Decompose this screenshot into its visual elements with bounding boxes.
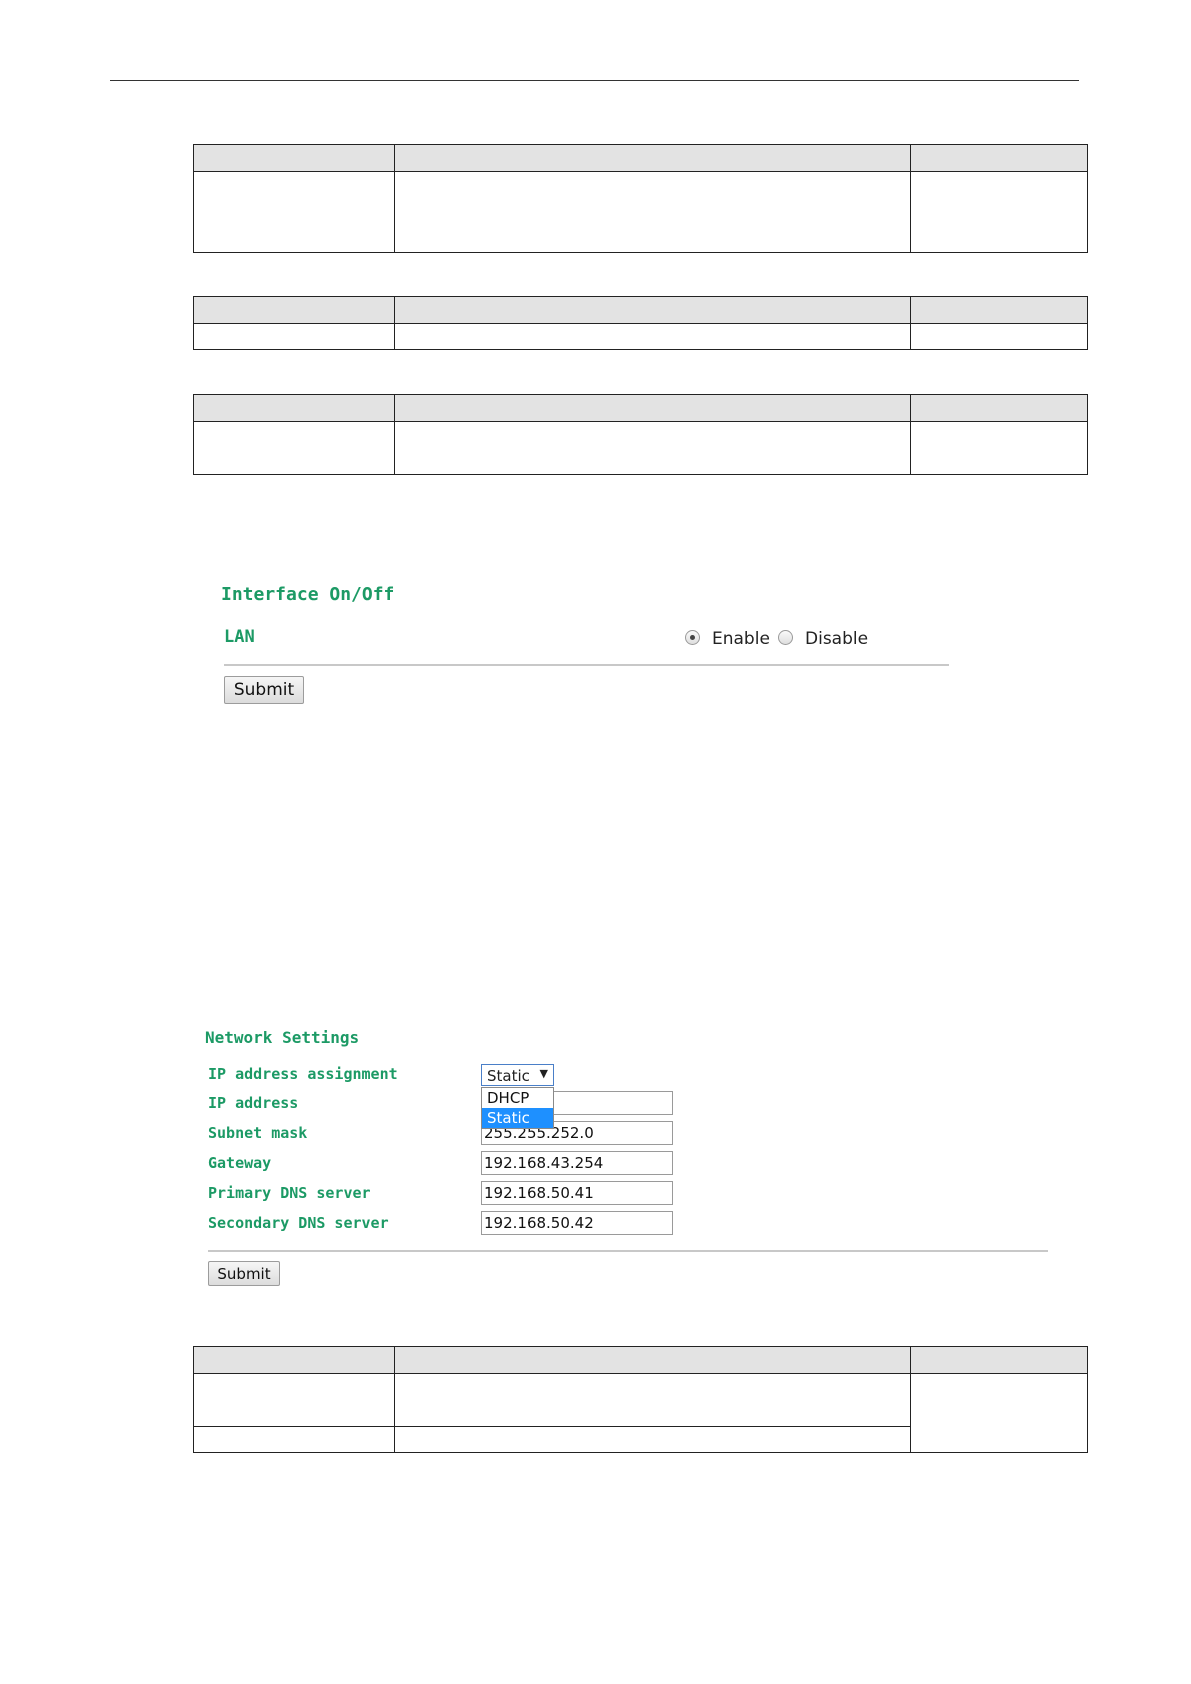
dropdown-arrow-icon: ▼ xyxy=(539,1067,548,1080)
interface-divider xyxy=(224,664,949,666)
table-cell xyxy=(194,324,395,350)
primary-dns-label: Primary DNS server xyxy=(208,1184,371,1202)
ip-assignment-label: IP address assignment xyxy=(208,1065,398,1083)
table-cell xyxy=(395,324,911,350)
header-cell xyxy=(194,145,395,172)
header-rule xyxy=(110,80,1079,81)
table-cell xyxy=(911,422,1088,475)
interface-panel-title: Interface On/Off xyxy=(221,584,395,605)
settings-table-4 xyxy=(193,1346,1088,1453)
header-cell xyxy=(194,395,395,422)
lan-label: LAN xyxy=(224,627,255,647)
table-cell xyxy=(911,1374,1088,1453)
gateway-input[interactable] xyxy=(481,1151,673,1175)
ip-assignment-dropdown xyxy=(481,1087,554,1129)
header-cell xyxy=(395,297,911,324)
settings-table-2 xyxy=(193,296,1088,350)
table-row xyxy=(194,172,1088,253)
table-header-row xyxy=(194,297,1088,324)
settings-table-1 xyxy=(193,144,1088,253)
table-cell xyxy=(395,1374,911,1427)
table-cell xyxy=(395,172,911,253)
header-cell xyxy=(911,395,1088,422)
table-row xyxy=(194,422,1088,475)
subnet-mask-label: Subnet mask xyxy=(208,1124,308,1142)
disable-label: Disable xyxy=(805,629,869,649)
header-cell xyxy=(911,297,1088,324)
table-cell xyxy=(194,422,395,475)
table-cell xyxy=(194,172,395,253)
option-dhcp[interactable]: DHCP xyxy=(487,1089,530,1107)
header-cell xyxy=(395,1347,911,1374)
header-cell xyxy=(194,297,395,324)
table-cell xyxy=(194,1374,395,1427)
table-header-row xyxy=(194,1347,1088,1374)
table-cell xyxy=(911,172,1088,253)
header-cell xyxy=(911,145,1088,172)
table-cell xyxy=(395,1427,911,1453)
enable-radio[interactable] xyxy=(685,630,700,645)
ip-assignment-value: Static xyxy=(487,1067,530,1085)
header-cell xyxy=(395,145,911,172)
table-header-row xyxy=(194,395,1088,422)
secondary-dns-label: Secondary DNS server xyxy=(208,1214,389,1232)
network-divider xyxy=(208,1250,1048,1252)
header-cell xyxy=(194,1347,395,1374)
primary-dns-input[interactable] xyxy=(481,1181,673,1205)
ip-assignment-select[interactable] xyxy=(481,1064,554,1086)
table-cell xyxy=(911,324,1088,350)
table-row xyxy=(194,1374,1088,1427)
ip-address-label: IP address xyxy=(208,1094,299,1112)
table-row xyxy=(194,324,1088,350)
header-cell xyxy=(395,395,911,422)
table-cell xyxy=(194,1427,395,1453)
header-cell xyxy=(911,1347,1088,1374)
disable-radio[interactable] xyxy=(778,630,793,645)
network-panel-title: Network Settings xyxy=(205,1028,360,1047)
network-submit-button[interactable]: Submit xyxy=(208,1261,280,1286)
secondary-dns-input[interactable] xyxy=(481,1211,673,1235)
option-static[interactable]: Static xyxy=(482,1108,553,1128)
settings-table-3 xyxy=(193,394,1088,475)
gateway-label: Gateway xyxy=(208,1154,272,1172)
enable-label: Enable xyxy=(712,629,770,649)
table-header-row xyxy=(194,145,1088,172)
table-cell xyxy=(395,422,911,475)
interface-submit-button[interactable]: Submit xyxy=(224,676,304,704)
